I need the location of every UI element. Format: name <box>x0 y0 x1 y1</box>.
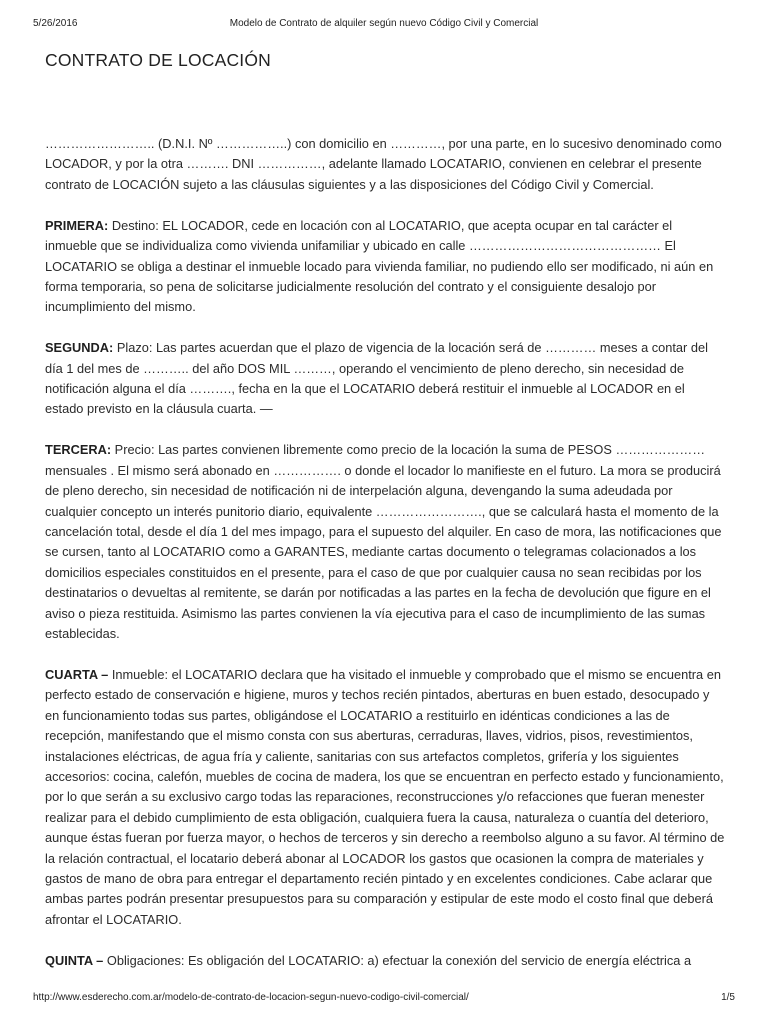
clause-label: TERCERA: <box>45 442 112 458</box>
print-footer <box>33 992 735 1006</box>
clause-quinta <box>45 951 726 971</box>
clause-label: QUINTA – <box>45 952 104 968</box>
contract-title: CONTRATO DE LOCACIÓN <box>45 50 272 70</box>
print-page-title: Modelo de Contrato de alquiler según nuevo Código Civil y Comercial <box>229 18 539 29</box>
clause-tercera <box>45 440 726 644</box>
clause-text: Obligaciones: Es obligación del LOCATARIO: a) efectuar la conexión del servicio de energía eléctrica a <box>103 952 692 968</box>
print-header <box>33 18 735 32</box>
clause-text: Precio: Las partes convienen libremente como precio de la locación la suma de PESOS ………………… mensuales . El mismo será abonado en ……………. o donde el locador lo manifieste en el futuro. La mora se producirá de pleno derecho, sin necesidad de notificación ni de interpelación alguna, devengando la suma adeudada por cualquier concepto un interés punitorio diario, equivalente ……………………., que se calculará hasta el momento de la cancelación total, desde el día 1 del mes impago, para el supuesto del alquiler. En caso de mora, las notificaciones que se cursen, tanto al LOCATARIO como a GARANTES, mediante cartas documento o telegramas colacionados a los domicilios especiales constituidos en el presente, para el caso de que por cualquier causa no sean recibidas por los destinatarios o devueltas al remitente, se darán por notificadas a las partes en la fecha de devolución que figure en el aviso o pieza restituida. Asimismo las partes convienen la vía ejecutiva para el caso de incumplimiento de las sumas establecidas. <box>45 442 722 642</box>
clause-text: Destino: EL LOCADOR, cede en locación con al LOCATARIO, que acepta ocupar en tal carácter el inmueble que se individualiza como vivienda unifamiliar y ubicado en calle ……………………………………… El LOCATARIO se obliga a destinar el inmueble locado para vivienda familiar, no pudiendo ello ser modificado, ni aún en forma temporaria, so pena de solicitarse judicialmente resolución del contrato y el consiguiente desalojo por incumplimiento del mismo. <box>45 217 714 315</box>
clause-cuarta <box>45 665 726 930</box>
page-number: 1/5 <box>721 992 735 1003</box>
clause-text: Inmueble: el LOCATARIO declara que ha visitado el inmueble y comprobado que el mismo se encuentra en perfecto estado de conservación e higiene, muros y techos recién pintados, aberturas en buen estado, desocupado y en funcionamiento todas sus partes, obligándose el LOCATARIO a restituirlo en idénticas condiciones a las de recepción, manifestando que el mismo consta con sus aberturas, cerraduras, llaves, vidrios, pisos, revestimientos, instalaciones eléctricas, de agua fría y caliente, sanitarias con sus artefactos completos, grifería y los siguientes accesorios: cocina, calefón, muebles de cocina de madera, los que se encuentran en perfecto estado y funcionamiento, por lo que serán a su exclusivo cargo todas las reparaciones, reconstrucciones y/o refacciones que fueran menester realizar para el debido cumplimiento de esta obligación, cualquiera fuera la causa, naturaleza o cuantía del deterioro, aunque éstas fueran por fuerza mayor, o hechos de terceros y sin derecho a reembolso alguno a su favor. Al término de la relación contractual, el locatario deberá abonar al LOCADOR los gastos que ocasionen la compra de materiales y gastos de mano de obra para entregar el departamento recién pintado y en excelentes condiciones. Cabe aclarar que ambas partes podrán presentar presupuestos para su comparación y estipular de este modo el costo final que deberá afrontar el LOCATARIO. <box>45 666 725 927</box>
source-url: http://www.esderecho.com.ar/modelo-de-contrato-de-locacion-segun-nuevo-codigo-civil-comercial/ <box>33 992 469 1003</box>
clause-segunda <box>45 338 726 420</box>
clause-label: CUARTA – <box>45 666 109 682</box>
clause-label: PRIMERA: <box>45 217 109 233</box>
clause-primera <box>45 216 726 318</box>
print-date: 5/26/2016 <box>33 18 78 29</box>
intro-paragraph: …………………….. (D.N.I. Nº ……………..) con domicilio en …………, por una parte, en lo sucesivo denominado como LOCADOR, y por la otra ………. DNI ……………, adelante llamado LOCATARIO, convienen en celebrar el presente contrato de LOCACIÓN sujeto a las cláusulas siguientes y a las disposiciones del Código Civil y Comercial. <box>45 136 722 192</box>
document-body <box>45 48 726 971</box>
clause-label: SEGUNDA: <box>45 340 114 356</box>
clause-text: Plazo: Las partes acuerdan que el plazo de vigencia de la locación será de ………… meses a contar del día 1 del mes de ……….. del año DOS MIL ………, operando el vencimiento de pleno derecho, sin necesidad de notificación alguna el día ………., fecha en la que el LOCATARIO deberá restituir el inmueble al LOCADOR en el estado previsto en la cláusula cuarta. — <box>45 340 708 417</box>
